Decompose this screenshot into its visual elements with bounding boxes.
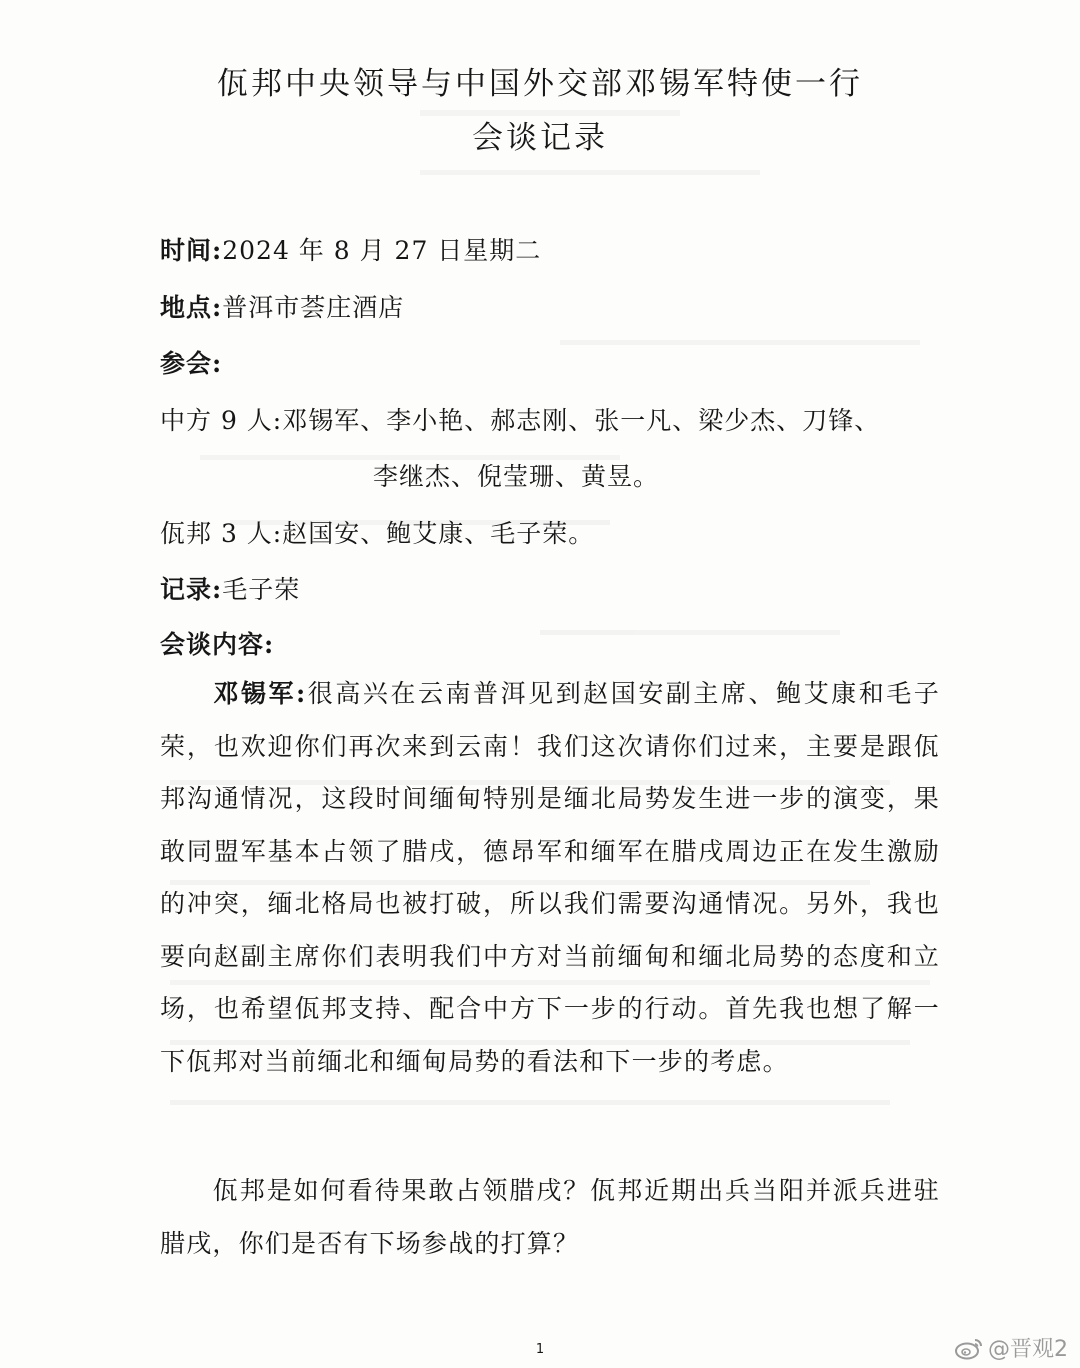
watermark [954, 1332, 1068, 1363]
watermark-text: @晋观2 [988, 1337, 1068, 1362]
time-label: 时间: [160, 236, 223, 265]
recorder-row [160, 570, 300, 606]
place-row [160, 288, 404, 324]
speaker-name: 邓锡军: [212, 679, 307, 708]
document-title-line2: 会谈记录 [472, 120, 608, 156]
paragraph-2 [160, 1165, 940, 1270]
page-number: 1 [535, 1342, 545, 1357]
wa-side-names: 赵国安、鲍艾康、毛子荣。 [282, 519, 595, 548]
time-value: 2024 年 8 月 27 日星期二 [222, 236, 542, 265]
paragraph-1 [160, 668, 940, 1088]
paragraph-2-text: 佤邦是如何看待果敢占领腊戌？佤邦近期出兵当阳并派兵进驻腊戌，你们是否有下场参战的打算？ [160, 1176, 940, 1258]
document-title-line1: 佤邦中央领导与中国外交部邓锡军特使一行 [217, 66, 863, 102]
place-value: 普洱市荟庄酒店 [222, 293, 405, 322]
place-label: 地点: [160, 293, 223, 322]
content-label: 会谈内容: [160, 630, 275, 659]
weibo-logo-icon [954, 1336, 984, 1360]
recorder-label: 记录: [160, 575, 223, 604]
china-side-names-line2: 李继杰、倪莹珊、黄昱。 [373, 462, 660, 491]
paragraph-1-text: 很高兴在云南普洱见到赵国安副主席、鲍艾康和毛子荣，也欢迎你们再次来到云南！我们这次请你们过来，主要是跟佤邦沟通情况，这段时间缅甸特别是缅北局势发生进一步的演变，果敢同盟军基本占领了腊戌，德昂军和缅军在腊戌周边正在发生激励的冲突，缅北格局也被打破，所以我们需要沟通情况。另外，我也要向赵副主席你们表明我们中方对当前缅甸和缅北局势的态度和立场，也希望佤邦支持、配合中方下一步的行动。首先我也想了解一下佤邦对当前缅北和缅甸局势的看法和下一步的考虑。 [160, 679, 940, 1076]
wa-side-label: 佤邦 3 人: [160, 519, 283, 548]
china-side-row [160, 401, 880, 437]
wa-side-row [160, 514, 594, 550]
china-side-names-line1: 邓锡军、李小艳、郝志刚、张一凡、梁少杰、刀锋、 [282, 406, 881, 435]
china-side-label: 中方 9 人: [160, 406, 283, 435]
attendees-label: 参会: [160, 349, 223, 378]
time-row [160, 231, 541, 267]
recorder-value: 毛子荣 [222, 575, 301, 604]
